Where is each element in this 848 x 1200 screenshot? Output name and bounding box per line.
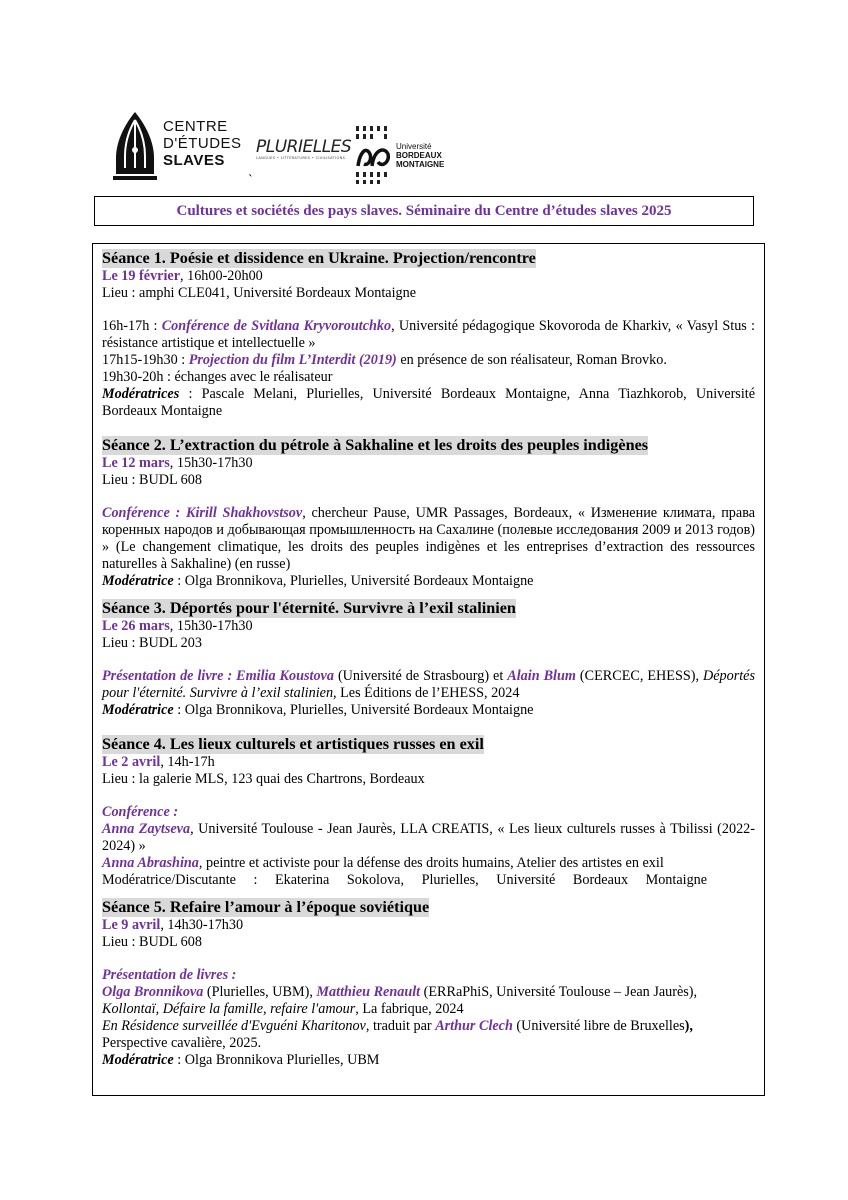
session-1 [102, 249, 755, 420]
ces-line1: CENTRE [163, 118, 228, 135]
date: Le 26 mars [102, 618, 170, 634]
program-item: Anna Abrashina, peintre et activiste pour la défense des droits humains, Atelier des artistes en exil [102, 855, 664, 871]
speaker: Alain Blum [507, 668, 576, 684]
time: , 15h30-17h30 [169, 455, 253, 471]
program-item: Anna Zaytseva, Université Toulouse - Jean Jaurès, LLA CREATIS, « Les lieux culturels russes à Tbilissi (2022-2024) » [102, 821, 755, 854]
presentation-label: Présentation de livres : [102, 967, 237, 983]
session-2 [102, 436, 755, 590]
session-title: Séance 2. L’extraction du pétrole à Sakhaline et les droits des peuples indigènes [102, 436, 649, 454]
date: Le 12 mars [102, 455, 170, 471]
date: Le 9 avril [102, 917, 161, 933]
session-title: Séance 3. Déportés pour l'éternité. Survivre à l’exil stalinien [102, 599, 516, 617]
moderators: Modératrice : Olga Bronnikova Plurielles, UBM [102, 1052, 380, 1068]
ubm-line2: BORDEAUX [396, 151, 442, 160]
session-venue: Lieu : la galerie MLS, 123 quai des Chartrons, Bordeaux [102, 771, 425, 787]
session-date [102, 754, 755, 771]
program-item: 19h30-20h : échanges avec le réalisateur [102, 369, 333, 385]
session-3 [102, 599, 755, 719]
date: Le 2 avril [102, 754, 161, 770]
stray-backtick: ` [248, 173, 253, 188]
date: Le 19 février [102, 268, 180, 284]
program-item: Olga Bronnikova (Plurielles, UBM), Matthieu Renault (ERRaPhiS, Université Toulouse – Jean Jaurès), [102, 984, 698, 1000]
program-item: Kollontaï, Défaire la famille, refaire l'amour, La fabrique, 2024 [102, 1001, 464, 1017]
ces-logo-text [163, 118, 242, 169]
session-title: Séance 4. Les lieux culturels et artistiques russes en exil [102, 735, 484, 753]
book-title: Déportés pour l'éternité. Survivre à l’exil stalinien [102, 668, 755, 701]
plurielles-tagline: LANGUES • LITTÉRATURES • CIVILISATIONS [256, 156, 346, 160]
session-date [102, 455, 755, 472]
program-item: Présentation de livre : Emilia Koustova (Université de Strasbourg) et Alain Blum (CERCEC, EHESS), Déportés pour l'éternité. Survivre à l’exil stalinien, Les Éditions de l’EHESS, 2024 [102, 668, 755, 701]
speaker: Conférence de Svitlana Kryvoroutchko [161, 318, 392, 334]
session-venue: Lieu : amphi CLE041, Université Bordeaux Montaigne [102, 285, 417, 301]
speaker: Anna Zaytseva [102, 821, 191, 837]
speaker: Arthur Clech [435, 1018, 513, 1034]
plurielles-logo [256, 137, 352, 161]
speaker: Anna Abrashina [102, 855, 199, 871]
speaker: Matthieu Renault [316, 984, 421, 1000]
session-date [102, 268, 755, 285]
moderators: Modératrices : Pascale Melani, Plurielles, Université Bordeaux Montaigne, Anna Tiazhkorob, Université Bordeaux Montaigne [102, 386, 755, 419]
ubm-line3: MONTAIGNE [396, 160, 445, 169]
centre-etudes-slaves-logo [110, 110, 250, 190]
logo-bar [110, 110, 470, 190]
seminar-title: Cultures et sociétés des pays slaves. Séminaire du Centre d’études slaves 2025 [94, 196, 754, 226]
moderators: Modératrice : Olga Bronnikova, Plurielles, Université Bordeaux Montaigne [102, 573, 534, 589]
ces-line3: SLAVES [163, 152, 225, 169]
session-4 [102, 735, 755, 889]
plurielles-name: PLURIELLES [256, 137, 352, 157]
book-title: Kollontaï, Défaire la famille, refaire l'amour [102, 1001, 356, 1017]
session-venue: Lieu : BUDL 608 [102, 472, 202, 488]
session-date [102, 618, 755, 635]
session-title: Séance 5. Refaire l’amour à l’époque soviétique [102, 898, 430, 916]
book-title: En Résidence surveillée d'Evguéni Kharitonov [102, 1018, 366, 1034]
film-title: Projection du film L’Interdit (2019) [188, 352, 397, 368]
speaker: Présentation de livre : Emilia Koustova [102, 668, 334, 684]
session-venue: Lieu : BUDL 203 [102, 635, 202, 651]
speaker: Conférence : Kirill Shakhovstsov [102, 505, 303, 521]
program-item: Conférence : Kirill Shakhovstsov, chercheur Pause, UMR Passages, Bordeaux, « Изменение климата, права коренных народов и добывающая промышленность на Сахалине (полевые исследования 2009 и 2013 годов) » (Le changement climatique, les droits des peuples indigènes et les entreprises d’extraction des ressources naturelles à Sakhaline) (en russe) [102, 505, 756, 572]
moderators: Modératrice/Discutante : Ekaterina Sokolova, Plurielles, Université Bordeaux Montaigne [102, 872, 708, 888]
session-title: Séance 1. Poésie et dissidence en Ukraine. Projection/rencontre [102, 249, 536, 267]
ubm-line1: Université [396, 142, 432, 151]
program-item: 17h15-19h30 : Projection du film L’Interdit (2019) en présence de son réalisateur, Roman Brovko. [102, 352, 667, 368]
program-item: Perspective cavalière, 2025. [102, 1035, 262, 1051]
moderators: Modératrice : Olga Bronnikova, Plurielles, Université Bordeaux Montaigne [102, 702, 534, 718]
speaker: Olga Bronnikova [102, 984, 204, 1000]
quill-nib-icon [110, 110, 160, 182]
ubm-emblem-icon [354, 124, 396, 186]
program-box [92, 243, 765, 1096]
program-item: En Résidence surveillée d'Evguéni Kharitonov, traduit par Arthur Clech (Université libre de Bruxelles), [102, 1018, 693, 1034]
time: , 14h-17h [160, 754, 215, 770]
ces-line2: D'ÉTUDES [163, 135, 242, 152]
conference-label: Conférence : [102, 804, 179, 820]
ubm-logo [354, 124, 474, 186]
time: , 15h30-17h30 [169, 618, 253, 634]
ubm-logo-text [396, 142, 444, 169]
program-item: 16h-17h : Conférence de Svitlana Kryvoroutchko, Université pédagogique Skovoroda de Kharkiv, « Vasyl Stus : résistance artistique et intellectuelle » [102, 318, 755, 351]
time: , 14h30-17h30 [160, 917, 244, 933]
session-5 [102, 898, 755, 1069]
time: , 16h00-20h00 [180, 268, 263, 284]
session-date [102, 917, 755, 934]
session-venue: Lieu : BUDL 608 [102, 934, 202, 950]
